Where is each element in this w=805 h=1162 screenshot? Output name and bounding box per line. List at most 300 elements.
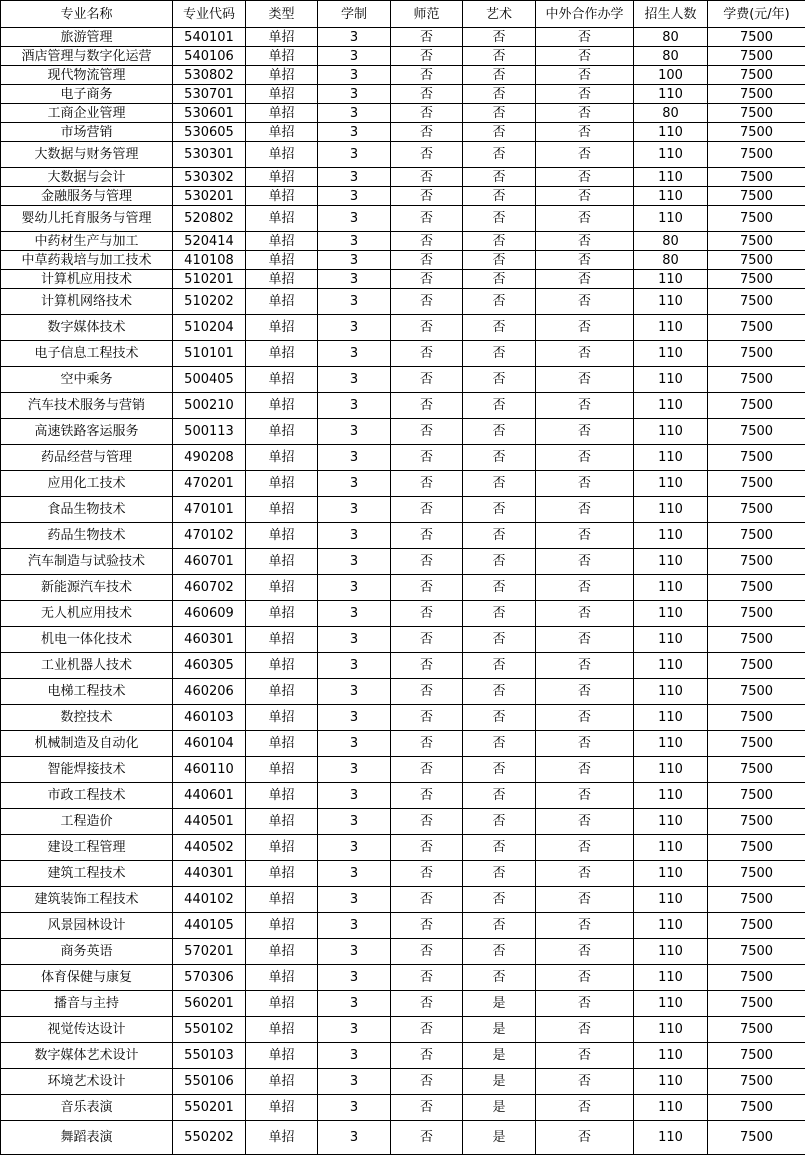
table-row (1, 142, 805, 168)
duration-cell: 3 (318, 187, 391, 206)
major-name-cell: 旅游管理 (1, 28, 173, 47)
duration-cell: 3 (318, 367, 391, 393)
table-row (1, 1095, 805, 1121)
major-code-cell: 460301 (173, 627, 246, 653)
sino-foreign-cell: 否 (536, 1121, 634, 1155)
enrollment-cell: 110 (634, 85, 708, 104)
enrollment-cell: 110 (634, 835, 708, 861)
major-code-cell: 530701 (173, 85, 246, 104)
art-cell: 否 (463, 270, 536, 289)
major-name-cell: 电子商务 (1, 85, 173, 104)
art-cell: 否 (463, 232, 536, 251)
duration-cell: 3 (318, 315, 391, 341)
major-name-cell: 风景园林设计 (1, 913, 173, 939)
tuition-cell: 7500 (708, 419, 805, 445)
major-code-cell: 460609 (173, 601, 246, 627)
tuition-cell: 7500 (708, 445, 805, 471)
duration-cell: 3 (318, 393, 391, 419)
type-cell: 单招 (246, 653, 318, 679)
enrollment-cell: 110 (634, 1121, 708, 1155)
normal-cell: 否 (391, 315, 463, 341)
enrollment-cell: 110 (634, 289, 708, 315)
duration-cell: 3 (318, 653, 391, 679)
table-row (1, 206, 805, 232)
major-code-cell: 550103 (173, 1043, 246, 1069)
sino-foreign-cell: 否 (536, 653, 634, 679)
table-body (1, 28, 805, 1155)
art-cell: 否 (463, 206, 536, 232)
major-name-cell: 食品生物技术 (1, 497, 173, 523)
tuition-cell: 7500 (708, 123, 805, 142)
major-name-cell: 金融服务与管理 (1, 187, 173, 206)
art-cell: 否 (463, 809, 536, 835)
type-cell: 单招 (246, 887, 318, 913)
normal-cell: 否 (391, 232, 463, 251)
enrollment-cell: 100 (634, 66, 708, 85)
sino-foreign-cell: 否 (536, 187, 634, 206)
tuition-cell: 7500 (708, 289, 805, 315)
enrollment-cell: 110 (634, 168, 708, 187)
table-row (1, 913, 805, 939)
major-code-cell: 470201 (173, 471, 246, 497)
major-name-cell: 电梯工程技术 (1, 679, 173, 705)
type-cell: 单招 (246, 939, 318, 965)
major-code-cell: 500113 (173, 419, 246, 445)
art-cell: 否 (463, 497, 536, 523)
major-code-cell: 460702 (173, 575, 246, 601)
header-row (1, 1, 805, 28)
header-type: 类型 (246, 1, 318, 28)
major-name-cell: 数字媒体技术 (1, 315, 173, 341)
enrollment-cell: 110 (634, 913, 708, 939)
header-major-name: 专业名称 (1, 1, 173, 28)
art-cell: 否 (463, 575, 536, 601)
type-cell: 单招 (246, 289, 318, 315)
major-code-cell: 490208 (173, 445, 246, 471)
art-cell: 否 (463, 251, 536, 270)
art-cell: 否 (463, 965, 536, 991)
enrollment-cell: 110 (634, 679, 708, 705)
enrollment-cell: 80 (634, 232, 708, 251)
art-cell: 否 (463, 887, 536, 913)
sino-foreign-cell: 否 (536, 47, 634, 66)
normal-cell: 否 (391, 861, 463, 887)
tuition-cell: 7500 (708, 679, 805, 705)
major-code-cell: 510201 (173, 270, 246, 289)
table-row (1, 419, 805, 445)
enrollment-cell: 110 (634, 523, 708, 549)
major-name-cell: 建筑工程技术 (1, 861, 173, 887)
duration-cell: 3 (318, 1095, 391, 1121)
type-cell: 单招 (246, 731, 318, 757)
major-name-cell: 智能焊接技术 (1, 757, 173, 783)
type-cell: 单招 (246, 549, 318, 575)
normal-cell: 否 (391, 887, 463, 913)
enrollment-cell: 110 (634, 393, 708, 419)
table-row (1, 783, 805, 809)
type-cell: 单招 (246, 679, 318, 705)
type-cell: 单招 (246, 341, 318, 367)
type-cell: 单招 (246, 913, 318, 939)
art-cell: 否 (463, 289, 536, 315)
duration-cell: 3 (318, 471, 391, 497)
sino-foreign-cell: 否 (536, 835, 634, 861)
type-cell: 单招 (246, 232, 318, 251)
duration-cell: 3 (318, 809, 391, 835)
enrollment-cell: 110 (634, 575, 708, 601)
table-row (1, 341, 805, 367)
type-cell: 单招 (246, 187, 318, 206)
enrollment-cell: 80 (634, 28, 708, 47)
enrollment-cell: 110 (634, 627, 708, 653)
major-code-cell: 510101 (173, 341, 246, 367)
table-row (1, 123, 805, 142)
tuition-cell: 7500 (708, 471, 805, 497)
type-cell: 单招 (246, 251, 318, 270)
enrollment-cell: 110 (634, 471, 708, 497)
tuition-cell: 7500 (708, 393, 805, 419)
table-row (1, 549, 805, 575)
tuition-cell: 7500 (708, 731, 805, 757)
art-cell: 是 (463, 1095, 536, 1121)
duration-cell: 3 (318, 913, 391, 939)
table-row (1, 251, 805, 270)
sino-foreign-cell: 否 (536, 991, 634, 1017)
table-row (1, 66, 805, 85)
duration-cell: 3 (318, 66, 391, 85)
sino-foreign-cell: 否 (536, 341, 634, 367)
duration-cell: 3 (318, 705, 391, 731)
enrollment-cell: 110 (634, 445, 708, 471)
art-cell: 否 (463, 123, 536, 142)
table-row (1, 887, 805, 913)
type-cell: 单招 (246, 66, 318, 85)
duration-cell: 3 (318, 575, 391, 601)
major-name-cell: 音乐表演 (1, 1095, 173, 1121)
tuition-cell: 7500 (708, 523, 805, 549)
type-cell: 单招 (246, 142, 318, 168)
major-code-cell: 560201 (173, 991, 246, 1017)
art-cell: 否 (463, 913, 536, 939)
table-row (1, 861, 805, 887)
duration-cell: 3 (318, 47, 391, 66)
tuition-cell: 7500 (708, 66, 805, 85)
normal-cell: 否 (391, 168, 463, 187)
normal-cell: 否 (391, 66, 463, 85)
sino-foreign-cell: 否 (536, 913, 634, 939)
art-cell: 是 (463, 1017, 536, 1043)
enrollment-cell: 110 (634, 653, 708, 679)
duration-cell: 3 (318, 783, 391, 809)
art-cell: 否 (463, 549, 536, 575)
duration-cell: 3 (318, 939, 391, 965)
type-cell: 单招 (246, 705, 318, 731)
tuition-cell: 7500 (708, 861, 805, 887)
art-cell: 否 (463, 861, 536, 887)
art-cell: 否 (463, 445, 536, 471)
major-code-cell: 440501 (173, 809, 246, 835)
normal-cell: 否 (391, 575, 463, 601)
duration-cell: 3 (318, 965, 391, 991)
major-code-cell: 440502 (173, 835, 246, 861)
duration-cell: 3 (318, 104, 391, 123)
type-cell: 单招 (246, 1095, 318, 1121)
sino-foreign-cell: 否 (536, 367, 634, 393)
sino-foreign-cell: 否 (536, 270, 634, 289)
enrollment-cell: 110 (634, 367, 708, 393)
header-tuition: 学费(元/年) (708, 1, 805, 28)
major-name-cell: 体育保健与康复 (1, 965, 173, 991)
duration-cell: 3 (318, 1017, 391, 1043)
major-code-cell: 520414 (173, 232, 246, 251)
major-code-cell: 440105 (173, 913, 246, 939)
normal-cell: 否 (391, 523, 463, 549)
header-enrollment: 招生人数 (634, 1, 708, 28)
tuition-cell: 7500 (708, 809, 805, 835)
duration-cell: 3 (318, 731, 391, 757)
tuition-cell: 7500 (708, 1069, 805, 1095)
enrollment-cell: 110 (634, 731, 708, 757)
duration-cell: 3 (318, 523, 391, 549)
type-cell: 单招 (246, 168, 318, 187)
art-cell: 否 (463, 705, 536, 731)
normal-cell: 否 (391, 445, 463, 471)
art-cell: 否 (463, 66, 536, 85)
sino-foreign-cell: 否 (536, 142, 634, 168)
art-cell: 否 (463, 757, 536, 783)
enrollment-cell: 110 (634, 1043, 708, 1069)
normal-cell: 否 (391, 965, 463, 991)
table-row (1, 1121, 805, 1155)
normal-cell: 否 (391, 809, 463, 835)
type-cell: 单招 (246, 419, 318, 445)
type-cell: 单招 (246, 627, 318, 653)
art-cell: 是 (463, 1121, 536, 1155)
duration-cell: 3 (318, 1043, 391, 1069)
normal-cell: 否 (391, 1017, 463, 1043)
table-row (1, 28, 805, 47)
enrollment-cell: 80 (634, 47, 708, 66)
sino-foreign-cell: 否 (536, 783, 634, 809)
major-name-cell: 数控技术 (1, 705, 173, 731)
tuition-cell: 7500 (708, 251, 805, 270)
table-row (1, 445, 805, 471)
enrollment-cell: 110 (634, 1069, 708, 1095)
tuition-cell: 7500 (708, 206, 805, 232)
sino-foreign-cell: 否 (536, 289, 634, 315)
duration-cell: 3 (318, 85, 391, 104)
type-cell: 单招 (246, 123, 318, 142)
duration-cell: 3 (318, 627, 391, 653)
duration-cell: 3 (318, 497, 391, 523)
type-cell: 单招 (246, 1069, 318, 1095)
normal-cell: 否 (391, 471, 463, 497)
duration-cell: 3 (318, 861, 391, 887)
table-row (1, 315, 805, 341)
major-code-cell: 510202 (173, 289, 246, 315)
major-code-cell: 550201 (173, 1095, 246, 1121)
major-name-cell: 中药材生产与加工 (1, 232, 173, 251)
duration-cell: 3 (318, 232, 391, 251)
major-name-cell: 环境艺术设计 (1, 1069, 173, 1095)
art-cell: 否 (463, 142, 536, 168)
art-cell: 是 (463, 1069, 536, 1095)
tuition-cell: 7500 (708, 367, 805, 393)
duration-cell: 3 (318, 206, 391, 232)
major-code-cell: 460206 (173, 679, 246, 705)
major-name-cell: 播音与主持 (1, 991, 173, 1017)
major-code-cell: 540101 (173, 28, 246, 47)
normal-cell: 否 (391, 757, 463, 783)
major-name-cell: 计算机应用技术 (1, 270, 173, 289)
tuition-cell: 7500 (708, 627, 805, 653)
normal-cell: 否 (391, 1121, 463, 1155)
art-cell: 否 (463, 28, 536, 47)
enrollment-cell: 110 (634, 991, 708, 1017)
tuition-cell: 7500 (708, 965, 805, 991)
tuition-cell: 7500 (708, 757, 805, 783)
major-name-cell: 视觉传达设计 (1, 1017, 173, 1043)
type-cell: 单招 (246, 601, 318, 627)
normal-cell: 否 (391, 783, 463, 809)
table-row (1, 835, 805, 861)
tuition-cell: 7500 (708, 1017, 805, 1043)
tuition-cell: 7500 (708, 575, 805, 601)
normal-cell: 否 (391, 187, 463, 206)
major-code-cell: 530802 (173, 66, 246, 85)
major-name-cell: 药品生物技术 (1, 523, 173, 549)
art-cell: 否 (463, 471, 536, 497)
enrollment-cell: 110 (634, 705, 708, 731)
sino-foreign-cell: 否 (536, 601, 634, 627)
major-name-cell: 汽车制造与试验技术 (1, 549, 173, 575)
enrollment-cell: 110 (634, 757, 708, 783)
major-name-cell: 现代物流管理 (1, 66, 173, 85)
normal-cell: 否 (391, 705, 463, 731)
major-code-cell: 460701 (173, 549, 246, 575)
normal-cell: 否 (391, 731, 463, 757)
sino-foreign-cell: 否 (536, 206, 634, 232)
major-name-cell: 机械制造及自动化 (1, 731, 173, 757)
normal-cell: 否 (391, 1095, 463, 1121)
table-row (1, 731, 805, 757)
normal-cell: 否 (391, 123, 463, 142)
major-code-cell: 500210 (173, 393, 246, 419)
major-code-cell: 440601 (173, 783, 246, 809)
major-code-cell: 470101 (173, 497, 246, 523)
normal-cell: 否 (391, 393, 463, 419)
tuition-cell: 7500 (708, 991, 805, 1017)
type-cell: 单招 (246, 367, 318, 393)
enrollment-cell: 110 (634, 270, 708, 289)
major-name-cell: 空中乘务 (1, 367, 173, 393)
table-row (1, 809, 805, 835)
tuition-cell: 7500 (708, 270, 805, 289)
tuition-cell: 7500 (708, 1043, 805, 1069)
sino-foreign-cell: 否 (536, 419, 634, 445)
major-name-cell: 大数据与会计 (1, 168, 173, 187)
art-cell: 否 (463, 835, 536, 861)
major-code-cell: 530605 (173, 123, 246, 142)
sino-foreign-cell: 否 (536, 523, 634, 549)
tuition-cell: 7500 (708, 913, 805, 939)
normal-cell: 否 (391, 47, 463, 66)
type-cell: 单招 (246, 835, 318, 861)
tuition-cell: 7500 (708, 187, 805, 206)
sino-foreign-cell: 否 (536, 627, 634, 653)
table-row (1, 575, 805, 601)
duration-cell: 3 (318, 270, 391, 289)
header-duration: 学制 (318, 1, 391, 28)
duration-cell: 3 (318, 419, 391, 445)
normal-cell: 否 (391, 251, 463, 270)
table-row (1, 523, 805, 549)
major-name-cell: 市场营销 (1, 123, 173, 142)
type-cell: 单招 (246, 809, 318, 835)
major-name-cell: 药品经营与管理 (1, 445, 173, 471)
normal-cell: 否 (391, 104, 463, 123)
header-major-code: 专业代码 (173, 1, 246, 28)
table-row (1, 104, 805, 123)
major-name-cell: 机电一体化技术 (1, 627, 173, 653)
type-cell: 单招 (246, 104, 318, 123)
sino-foreign-cell: 否 (536, 757, 634, 783)
normal-cell: 否 (391, 835, 463, 861)
sino-foreign-cell: 否 (536, 497, 634, 523)
art-cell: 是 (463, 991, 536, 1017)
header-sino-foreign: 中外合作办学 (536, 1, 634, 28)
table-row (1, 991, 805, 1017)
duration-cell: 3 (318, 1121, 391, 1155)
sino-foreign-cell: 否 (536, 123, 634, 142)
normal-cell: 否 (391, 28, 463, 47)
header-art: 艺术 (463, 1, 536, 28)
type-cell: 单招 (246, 393, 318, 419)
sino-foreign-cell: 否 (536, 251, 634, 270)
normal-cell: 否 (391, 497, 463, 523)
enrollment-cell: 110 (634, 1095, 708, 1121)
tuition-cell: 7500 (708, 1095, 805, 1121)
enrollment-cell: 80 (634, 251, 708, 270)
tuition-cell: 7500 (708, 232, 805, 251)
major-code-cell: 410108 (173, 251, 246, 270)
normal-cell: 否 (391, 1043, 463, 1069)
enrollment-cell: 110 (634, 341, 708, 367)
major-code-cell: 460305 (173, 653, 246, 679)
sino-foreign-cell: 否 (536, 705, 634, 731)
duration-cell: 3 (318, 168, 391, 187)
art-cell: 否 (463, 104, 536, 123)
enrollment-cell: 110 (634, 965, 708, 991)
table-row (1, 232, 805, 251)
normal-cell: 否 (391, 142, 463, 168)
major-name-cell: 工业机器人技术 (1, 653, 173, 679)
tuition-cell: 7500 (708, 315, 805, 341)
major-name-cell: 市政工程技术 (1, 783, 173, 809)
major-code-cell: 500405 (173, 367, 246, 393)
table-row (1, 627, 805, 653)
normal-cell: 否 (391, 913, 463, 939)
enrollment-cell: 110 (634, 601, 708, 627)
duration-cell: 3 (318, 549, 391, 575)
tuition-cell: 7500 (708, 835, 805, 861)
duration-cell: 3 (318, 1069, 391, 1095)
enrollment-cell: 110 (634, 887, 708, 913)
normal-cell: 否 (391, 85, 463, 104)
major-name-cell: 工商企业管理 (1, 104, 173, 123)
major-code-cell: 530302 (173, 168, 246, 187)
table-row (1, 393, 805, 419)
